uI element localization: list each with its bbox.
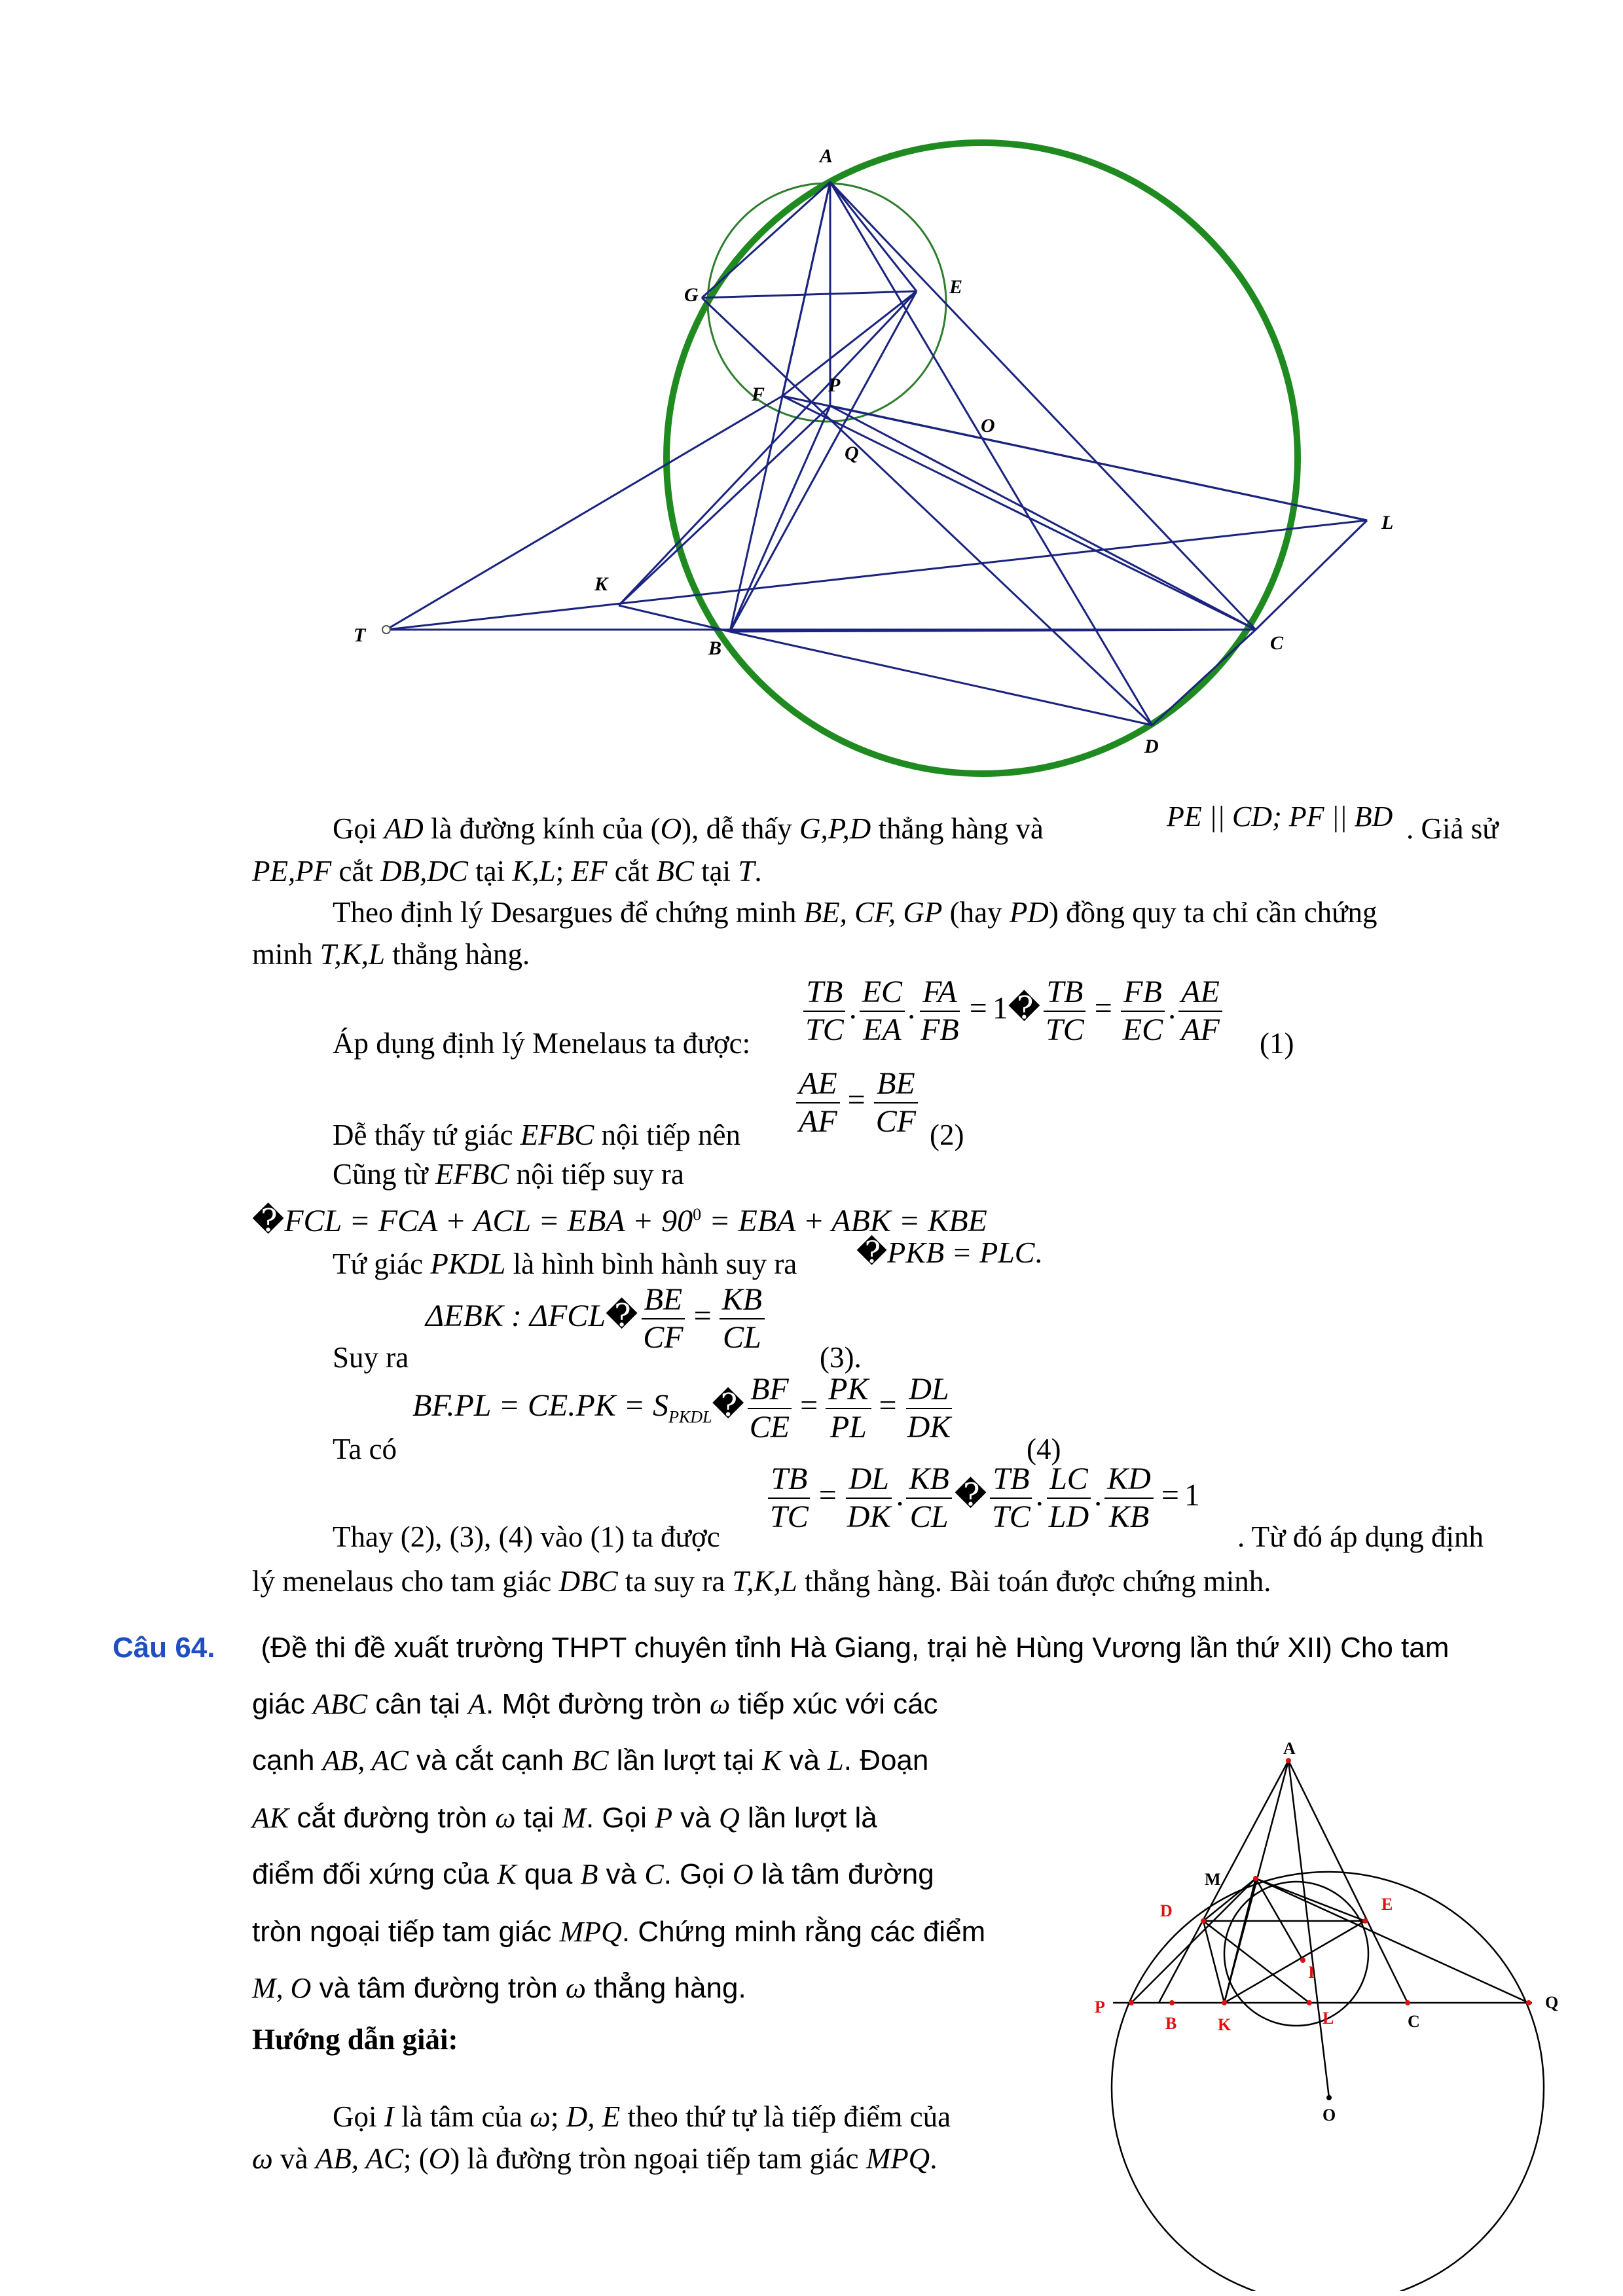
equation-3: ΔEBK : ΔFCL� $\frac{BE}{CF}$ = $\frac{KB}{CL}$ (426, 1282, 767, 1356)
thay-label: Thay (2), (3), (4) vào (1) ta được (333, 1520, 720, 1553)
solution-line-1: Gọi I là tâm của ω; D, E theo thứ tự là tiếp điểm của (333, 2100, 951, 2133)
fig2-label-B: B (1165, 2014, 1177, 2033)
solution-line-2: ω và AB, AC; (O) là đường tròn ngoại tiếp tam giác MPQ. (252, 2142, 938, 2175)
cau-64-label: Câu 64. (113, 1632, 215, 1664)
parallel-condition: PE || CD; PF || BD (1167, 800, 1393, 833)
fig1-label-P: P (828, 374, 841, 396)
fig2-label-K: K (1218, 2015, 1231, 2034)
figure-2-geometry (1087, 1734, 1597, 2291)
para-line-1: Gọi AD là đường kính của (O), dễ thấy G,P,D thẳng hàng và (333, 812, 1044, 845)
para-line-4: minh T,K,L thẳng hàng. (252, 938, 530, 971)
cau-64-line-2: giác ABC cân tại A. Một đường tròn ω tiếp xúc với các (252, 1688, 938, 1720)
menelaus-intro: Áp dụng định lý Menelaus ta được: (333, 1027, 751, 1060)
equation-3-number: (3). (820, 1341, 862, 1374)
cau-64-line-7: M, O và tâm đường tròn ω thẳng hàng. (252, 1972, 746, 2004)
cau-64-line-1: Câu 64. (Đề thi đề xuất trường THPT chuyên tỉnh Hà Giang, trại hè Hùng Vương lần thứ XII) Cho tam (113, 1632, 1450, 1664)
para-line-2: PE,PF cắt DB,DC tại K,L; EF cắt BC tại T. (252, 855, 762, 888)
equation-4: $BF.PL = CE.PK = S_{PKDL}�$ $\frac{BF}{CE}$ = $\frac{PK}{PL}$ = $\frac{DL}{DK}$ (412, 1372, 951, 1444)
fig1-label-F: F (752, 384, 765, 405)
equation-2: $\frac{AE}{AF}$ = $\frac{BE}{CF}$ (793, 1066, 921, 1140)
solution-heading: Hướng dẫn giải: (252, 2023, 458, 2056)
equation-4-number: (4) (1027, 1433, 1061, 1465)
fig1-label-K: K (594, 573, 608, 595)
para-efbc: Dễ thấy tứ giác EFBC nội tiếp nên (333, 1119, 740, 1151)
thay-end: . Từ đó áp dụng định (1237, 1520, 1484, 1553)
fig1-label-Q: Q (845, 442, 859, 464)
cau-64-line-4: AK cắt đường tròn ω tại M. Gọi P và Q lần lượt là (252, 1802, 877, 1834)
fig2-label-D: D (1160, 1901, 1173, 1920)
fig1-label-D: D (1144, 736, 1159, 757)
para-line-1-end: . Giả sử (1406, 812, 1499, 845)
fig1-label-A: A (820, 145, 833, 167)
figure-2-points (1129, 1758, 1531, 2100)
fig1-label-C: C (1270, 632, 1284, 654)
fig2-label-C: C (1408, 2012, 1420, 2031)
cau-64-line-6: tròn ngoại tiếp tam giác MPQ. Chứng minh rằng các điểm (252, 1916, 986, 1948)
para-efbc-2: Cũng từ EFBC nội tiếp suy ra (333, 1158, 684, 1191)
fig1-label-L: L (1381, 512, 1394, 533)
ta-co-label: Ta có (333, 1433, 397, 1465)
point-T-marker (382, 626, 390, 634)
fig2-label-I: I (1308, 1963, 1315, 1982)
figure-1-lines (386, 182, 1367, 725)
fig2-label-A: A (1283, 1739, 1296, 1758)
fig1-label-B: B (708, 637, 722, 659)
equation-2-number: (2) (930, 1119, 964, 1151)
figure-1-geometry (327, 118, 1440, 785)
cau-64-line-5: điểm đối xứng của K qua B và C. Gọi O là tâm đường (252, 1858, 934, 1890)
fig1-label-T: T (354, 624, 366, 646)
fig2-label-M: M (1205, 1870, 1221, 1889)
fig2-label-L: L (1322, 2009, 1334, 2028)
angle-chain: �FCL = FCA + ACL = EBA + $90^0$ = EBA + ABK = KBE (252, 1204, 987, 1238)
fig1-label-O: O (981, 415, 995, 437)
equation-1: $\frac{TB}{TC}$ . $\frac{EC}{EA}$ . $\frac{FA}{FB}$ = 1� $\frac{TB}{TC}$ = $\frac{FB}{EC}$ . $\frac{AE}{AF}$ (800, 974, 1225, 1049)
para-pkdl: Tứ giác PKDL là hình bình hành suy ra (333, 1247, 797, 1280)
para-line-3: Theo định lý Desargues để chứng minh BE, CF, GP (hay PD) đồng quy ta chỉ cần chứng (333, 896, 1377, 929)
fig2-label-Q: Q (1545, 1993, 1559, 2012)
fig2-label-P: P (1095, 1998, 1105, 2017)
suy-ra-label: Suy ra (333, 1341, 409, 1374)
fig2-label-O: O (1322, 2106, 1336, 2125)
para-conclusion: lý menelaus cho tam giác DBC ta suy ra T,K,L thẳng hàng. Bài toán được chứng minh. (252, 1565, 1271, 1598)
fig2-label-E: E (1381, 1895, 1393, 1914)
angle-pkb-plc: �PKB = PLC. (856, 1236, 1042, 1269)
equation-5: $\frac{TB}{TC}$ = $\frac{DL}{DK}$ . $\frac{KB}{CL}$ � $\frac{TB}{TC}$ . $\frac{LC}{LD}$ . $\frac{KD}{KB}$ = 1 (765, 1461, 1200, 1535)
equation-1-number: (1) (1260, 1027, 1294, 1060)
cau-64-line-3: cạnh AB, AC và cắt cạnh BC lần lượt tại K và L. Đoạn (252, 1744, 929, 1776)
fig1-label-E: E (949, 276, 963, 298)
fig1-label-G: G (684, 284, 699, 306)
